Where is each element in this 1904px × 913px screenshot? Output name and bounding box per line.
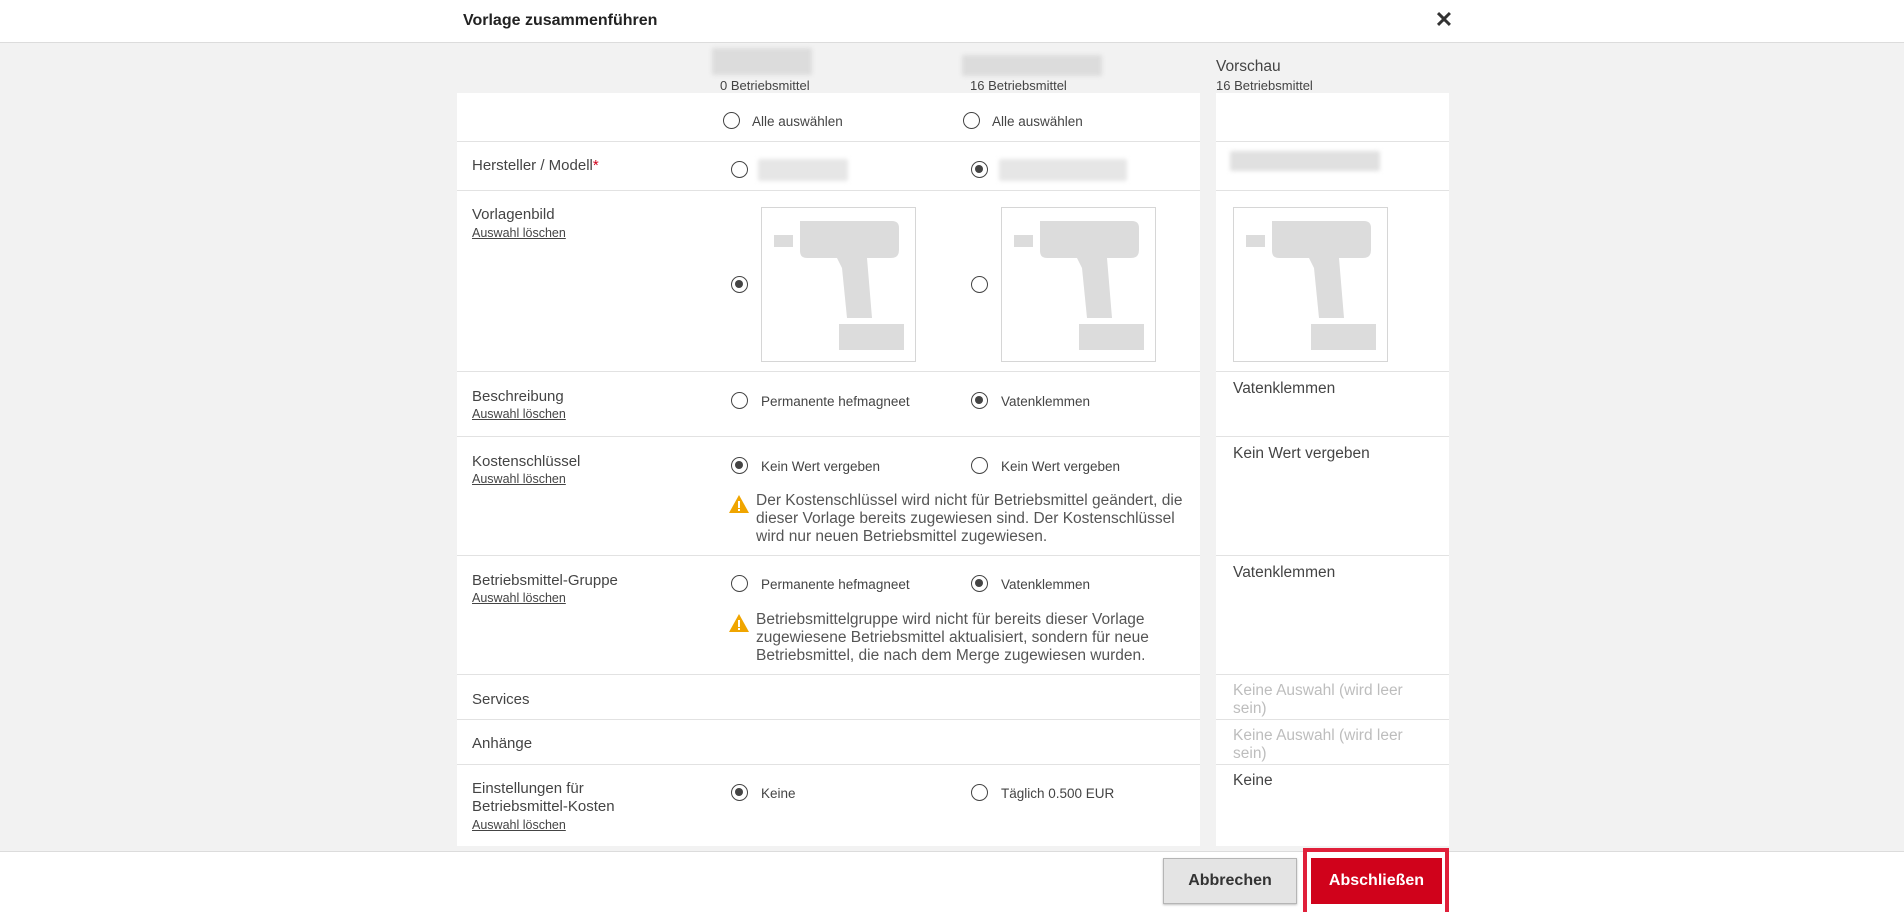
description-source1-value: Permanente hefmagneet (761, 394, 910, 409)
cost-key-warning: Der Kostenschlüssel wird nicht für Betriebsmittel geändert, die dieser Vorlage bereits zugewiesen sind. Der Kostenschlüssel wird nur neuen Betriebsmittel zugewiesen. (756, 492, 1183, 545)
select-all-source1-radio[interactable] (723, 112, 740, 129)
manufacturer-label (472, 157, 599, 174)
finish-button[interactable]: Abschließen (1311, 858, 1442, 904)
manufacturer-source2-redacted (999, 159, 1127, 181)
source2-count: 16 Betriebsmittel (970, 78, 1067, 93)
description-clear-link[interactable]: Auswahl löschen (472, 407, 566, 421)
manufacturer-preview-redacted (1230, 151, 1380, 171)
cost-settings-clear-link[interactable]: Auswahl löschen (472, 818, 566, 832)
cost-settings-source2-value: Täglich 0.500 EUR (1001, 786, 1115, 801)
modal-header (0, 0, 1904, 43)
manufacturer-label-text: Hersteller / Modell (472, 157, 593, 174)
image-preview-thumbnail (1233, 207, 1388, 362)
description-label: Beschreibung (472, 388, 564, 405)
drill-icon (762, 208, 915, 361)
cost-settings-source2-radio[interactable] (971, 784, 988, 801)
row-divider (1216, 190, 1449, 191)
cost-key-clear-link[interactable]: Auswahl löschen (472, 472, 566, 486)
cancel-button[interactable]: Abbrechen (1163, 858, 1297, 904)
cost-key-label: Kostenschlüssel (472, 453, 581, 470)
cost-key-preview: Kein Wert vergeben (1233, 445, 1370, 462)
image-clear-link[interactable]: Auswahl löschen (472, 226, 566, 240)
manufacturer-source1-radio[interactable] (731, 161, 748, 178)
modal-title: Vorlage zusammenführen (463, 12, 658, 29)
required-marker: * (592, 157, 599, 174)
row-divider (457, 371, 1200, 372)
image-source2-thumbnail (1001, 207, 1156, 362)
row-divider (1216, 674, 1449, 675)
row-divider (1216, 436, 1449, 437)
group-clear-link[interactable]: Auswahl löschen (472, 591, 566, 605)
source2-name-redacted (962, 55, 1102, 76)
row-divider (1216, 764, 1449, 765)
group-source1-value: Permanente hefmagneet (761, 577, 910, 592)
manufacturer-source2-radio[interactable] (971, 161, 988, 178)
row-divider (457, 719, 1200, 720)
preview-count: 16 Betriebsmittel (1216, 78, 1313, 93)
select-all-source2-radio[interactable] (963, 112, 980, 129)
group-source2-radio[interactable] (971, 575, 988, 592)
select-all-source2-label: Alle auswählen (992, 114, 1083, 129)
group-source2-value: Vatenklemmen (1001, 577, 1091, 592)
row-divider (457, 555, 1200, 556)
row-divider (457, 436, 1200, 437)
row-divider (1216, 141, 1449, 142)
row-divider (457, 764, 1200, 765)
row-divider (1216, 555, 1449, 556)
modal-footer (0, 851, 1904, 913)
cost-settings-source1-radio[interactable] (731, 784, 748, 801)
preview-title: Vorschau (1216, 58, 1281, 75)
drill-icon (1002, 208, 1155, 361)
cost-key-source2-radio[interactable] (971, 457, 988, 474)
row-divider (457, 674, 1200, 675)
description-source1-radio[interactable] (731, 392, 748, 409)
image-source2-radio[interactable] (971, 276, 988, 293)
attachments-label: Anhänge (472, 735, 533, 752)
description-source2-radio[interactable] (971, 392, 988, 409)
cost-settings-preview: Keine (1233, 772, 1273, 789)
source1-count: 0 Betriebsmittel (720, 78, 810, 93)
description-preview: Vatenklemmen (1233, 380, 1336, 397)
image-label: Vorlagenbild (472, 206, 555, 223)
cost-key-source1-radio[interactable] (731, 457, 748, 474)
description-source2-value: Vatenklemmen (1001, 394, 1091, 409)
cost-settings-source1-value: Keine (761, 786, 796, 801)
attachments-preview: Keine Auswahl (wird leer sein) (1233, 727, 1403, 762)
drill-icon (1234, 208, 1387, 361)
image-source1-radio[interactable] (731, 276, 748, 293)
group-source1-radio[interactable] (731, 575, 748, 592)
warning-icon (728, 494, 750, 514)
cost-key-source1-value: Kein Wert vergeben (761, 459, 881, 474)
group-warning: Betriebsmittelgruppe wird nicht für bereits dieser Vorlage zugewiesene Betriebsmittel aktualisiert, sondern für neue Betriebsmittel, die nach dem Merge zugewiesen wurden. (756, 611, 1149, 664)
row-divider (457, 141, 1200, 142)
group-label: Betriebsmittel-Gruppe (472, 572, 618, 589)
cost-settings-label-line2: Betriebsmittel-Kosten (472, 798, 615, 815)
row-divider (1216, 719, 1449, 720)
image-source1-thumbnail (761, 207, 916, 362)
cost-settings-label-line1: Einstellungen für (472, 780, 584, 797)
manufacturer-source1-redacted (758, 159, 848, 181)
group-preview: Vatenklemmen (1233, 564, 1336, 581)
services-label: Services (472, 691, 530, 708)
select-all-source1-label: Alle auswählen (752, 114, 843, 129)
row-divider (457, 190, 1200, 191)
cost-key-source2-value: Kein Wert vergeben (1001, 459, 1121, 474)
warning-icon (728, 613, 750, 633)
services-preview: Keine Auswahl (wird leer sein) (1233, 682, 1403, 717)
source1-name-redacted (712, 48, 812, 75)
close-icon[interactable]: ✕ (1434, 7, 1454, 32)
row-divider (1216, 371, 1449, 372)
